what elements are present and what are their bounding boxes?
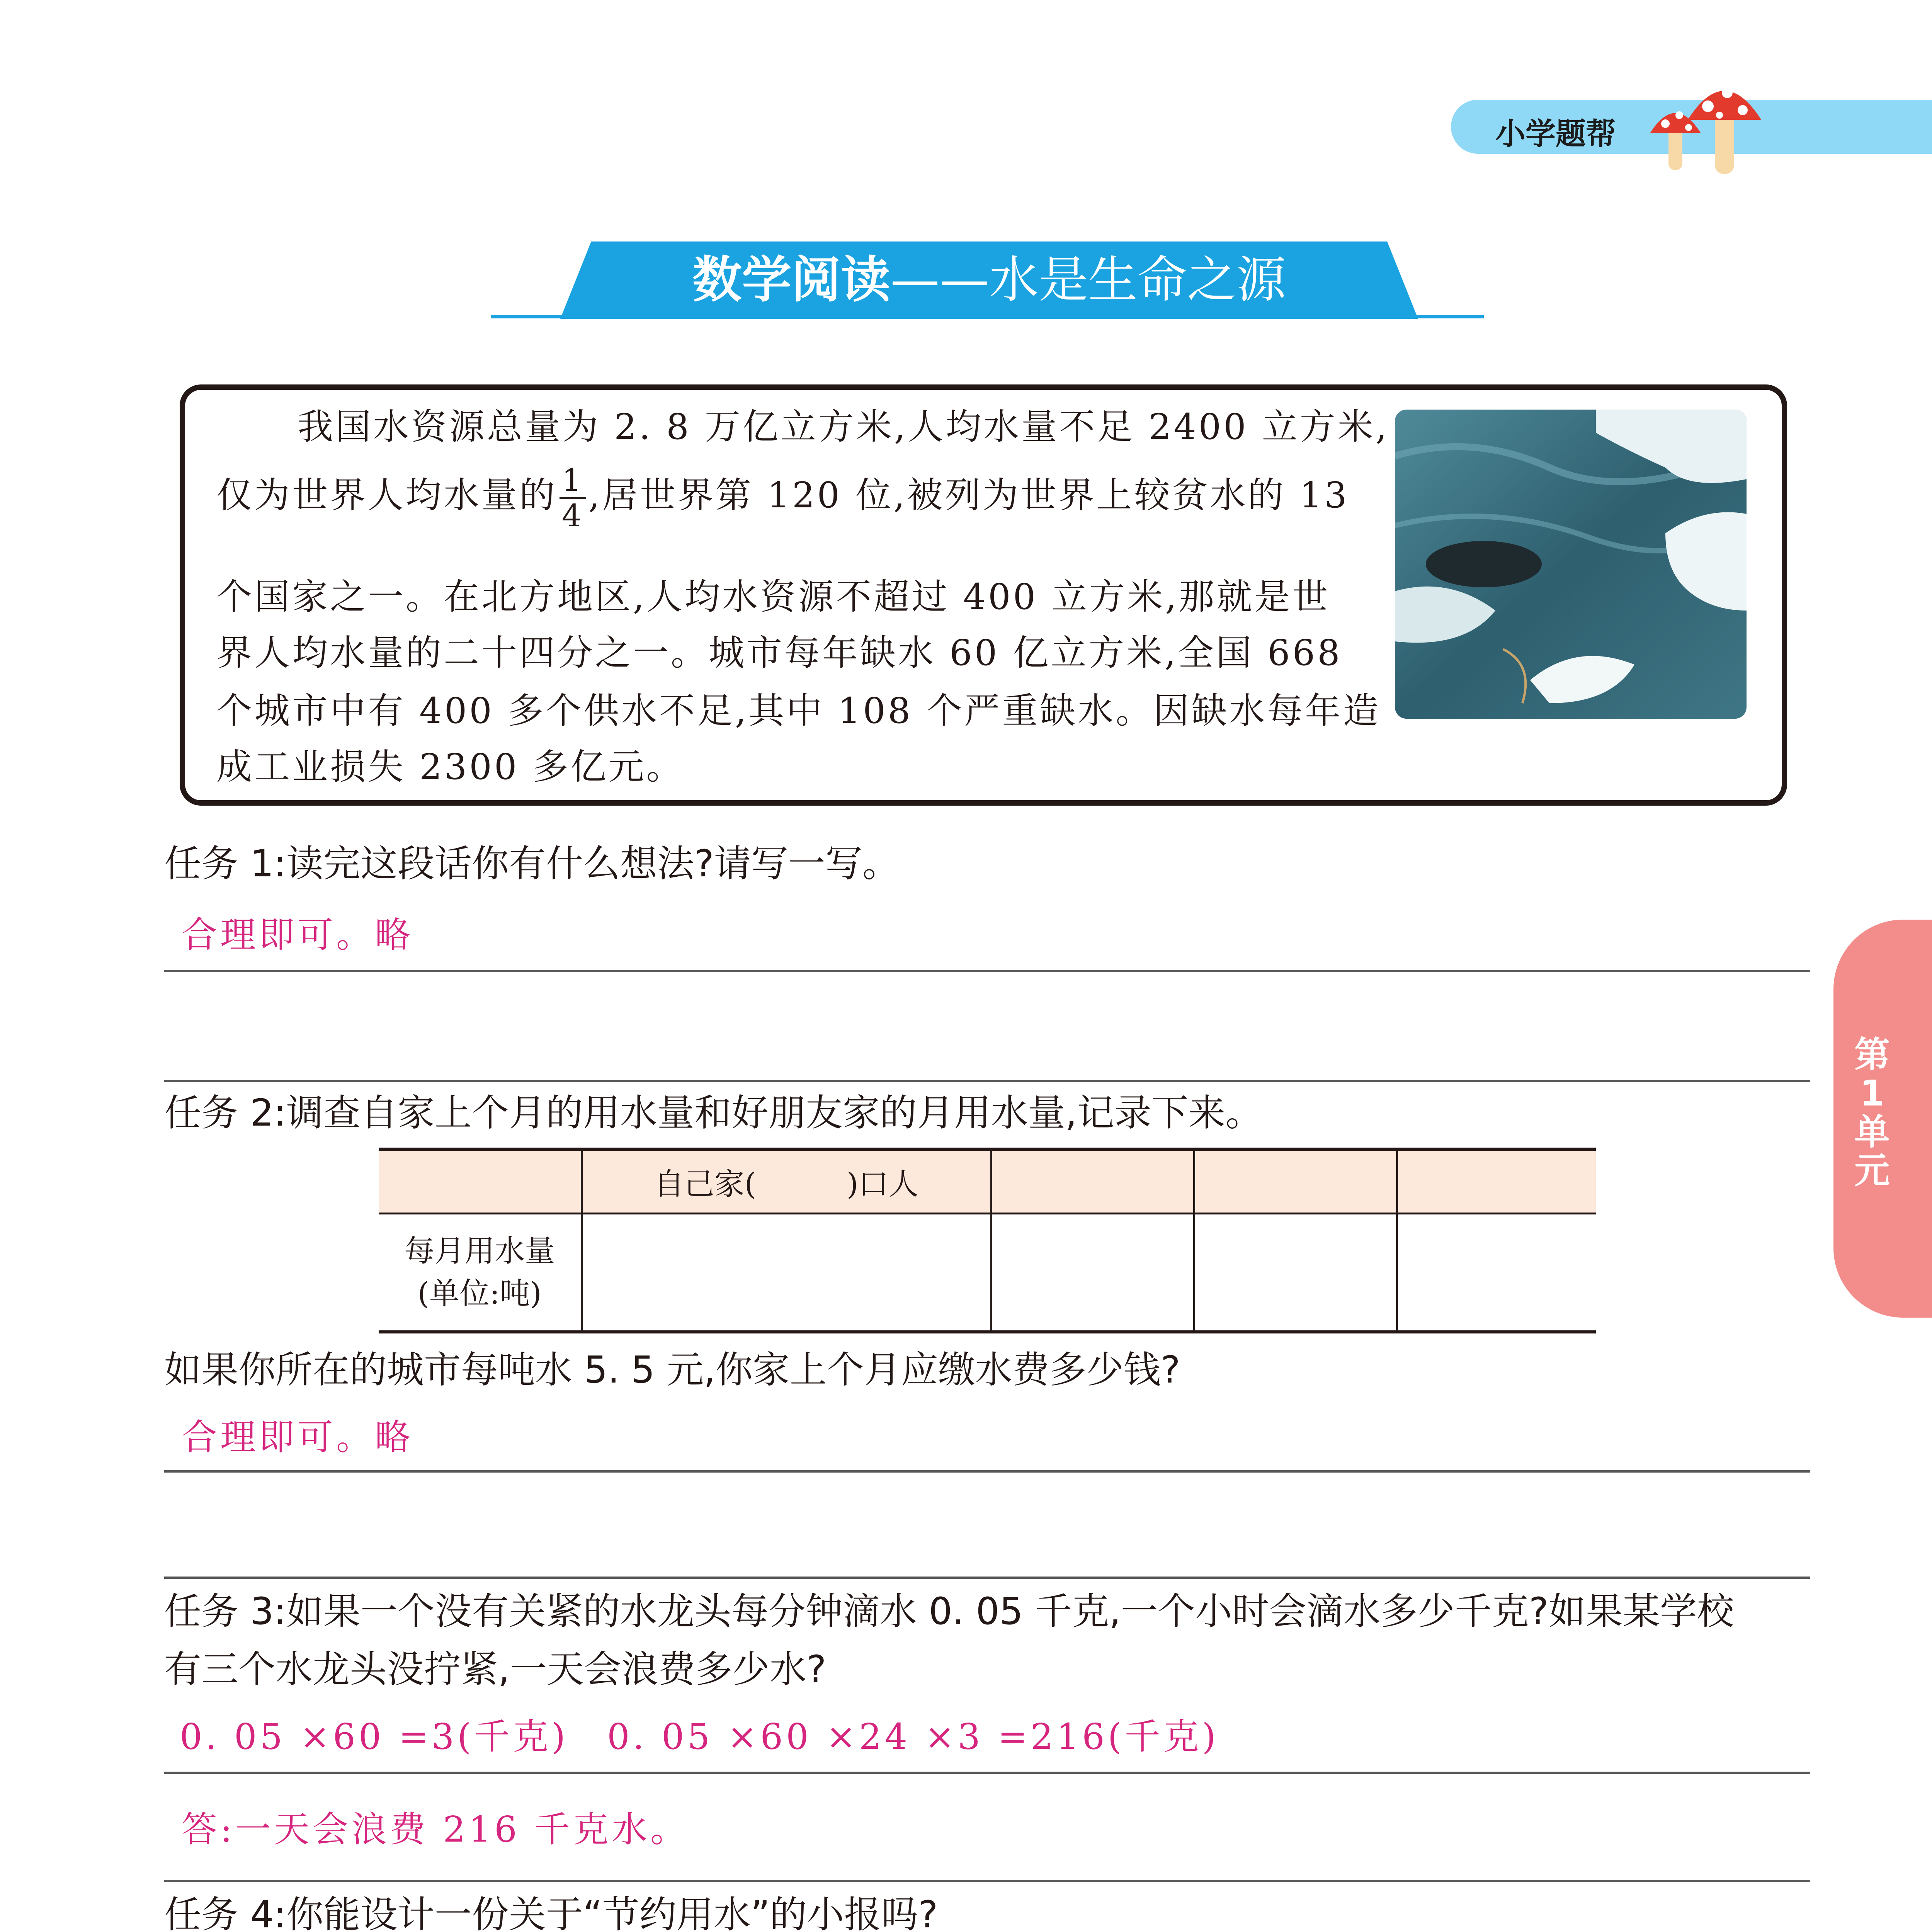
- task1-answer: 合理即可。略: [182, 914, 414, 956]
- task3-question: 有三个水龙头没拧紧,一天会浪费多少水?: [164, 1648, 827, 1691]
- table-row: [379, 1214, 1596, 1332]
- reading-line: 个城市中有 400 多个供水不足,其中 108 个严重缺水。因缺水每年造: [216, 690, 1381, 731]
- task1-question: 任务 1:读完这段话你有什么想法?请写一写。: [164, 842, 900, 885]
- ice-water-photo: [1395, 410, 1747, 719]
- task2-answer: 合理即可。略: [182, 1417, 414, 1458]
- table-header-row: [379, 1149, 1596, 1214]
- table-cell[interactable]: [991, 1149, 1194, 1214]
- unit-tab-char: 单: [1854, 1111, 1890, 1153]
- water-usage-table: [379, 1148, 1596, 1333]
- task2-question: 任务 2:调查自家上个月的用水量和好朋友家的月用水量,记录下来。: [164, 1091, 1263, 1134]
- answer-line: [164, 970, 1810, 972]
- task3-calculation: 0. 05 ×60 =3(千克) 0. 05 ×60 ×24 ×3 =216(千克): [180, 1716, 1219, 1757]
- answer-line: [164, 1470, 1810, 1473]
- title-dash: ——: [890, 251, 989, 309]
- fraction-numerator: 1: [560, 464, 586, 499]
- reading-line: 成工业损失 2300 多亿元。: [216, 746, 684, 787]
- brand-label: 小学题帮: [1495, 117, 1616, 151]
- row-label-line: 每月用水量: [404, 1234, 555, 1269]
- table-cell[interactable]: [1397, 1149, 1596, 1214]
- table-cell[interactable]: [991, 1214, 1194, 1332]
- fraction: [560, 464, 586, 532]
- unit-tab-label: [1851, 1036, 1893, 1190]
- answer-line: [164, 1772, 1810, 1774]
- unit-tab-char: 第: [1854, 1034, 1890, 1075]
- answer-line: [164, 1080, 1810, 1082]
- row-label: [379, 1214, 582, 1332]
- table-cell: [379, 1149, 582, 1214]
- reading-line: 我国水资源总量为 2. 8 万亿立方米,人均水量不足 2400 立方米,: [298, 406, 1389, 447]
- table-cell[interactable]: [582, 1214, 991, 1332]
- reading-line: [216, 464, 1349, 532]
- table-cell[interactable]: [1194, 1214, 1397, 1332]
- answer-line: [164, 1880, 1810, 1882]
- reading-line: 界人均水量的二十四分之一。城市每年缺水 60 亿立方米,全国 668: [216, 632, 1342, 673]
- reading-line: 个国家之一。在北方地区,人均水资源不超过 400 立方米,那就是世: [216, 576, 1330, 617]
- reading-text: 仅为世界人均水量的: [216, 474, 558, 516]
- row-label-line: (单位:吨): [417, 1276, 542, 1311]
- title-sub: 水是生命之源: [989, 251, 1286, 309]
- page-title: [564, 247, 1414, 313]
- reading-text: ,居世界第 120 位,被列为世界上较贫水的 13: [588, 474, 1349, 516]
- unit-tab-char: 1: [1859, 1073, 1884, 1114]
- fraction-denominator: 4: [562, 498, 584, 534]
- answer-line: [164, 1577, 1810, 1579]
- table-cell[interactable]: [1397, 1214, 1596, 1332]
- task2-followup: 如果你所在的城市每吨水 5. 5 元,你家上个月应缴水费多少钱?: [164, 1348, 1180, 1391]
- task3-question: 任务 3:如果一个没有关紧的水龙头每分钟滴水 0. 05 千克,一个小时会滴水多少千克?如果某学校: [164, 1590, 1734, 1633]
- table-header-own-family: 自己家( )口人: [582, 1149, 991, 1214]
- task4-question: 任务 4:你能设计一份关于“节约用水”的小报吗?: [164, 1893, 938, 1932]
- title-main: 数学阅读: [692, 251, 890, 309]
- mushroom-icon: [1638, 70, 1777, 178]
- table-cell[interactable]: [1194, 1149, 1397, 1214]
- unit-tab-char: 元: [1854, 1150, 1890, 1191]
- task3-answer: 答:一天会浪费 216 千克水。: [182, 1809, 689, 1850]
